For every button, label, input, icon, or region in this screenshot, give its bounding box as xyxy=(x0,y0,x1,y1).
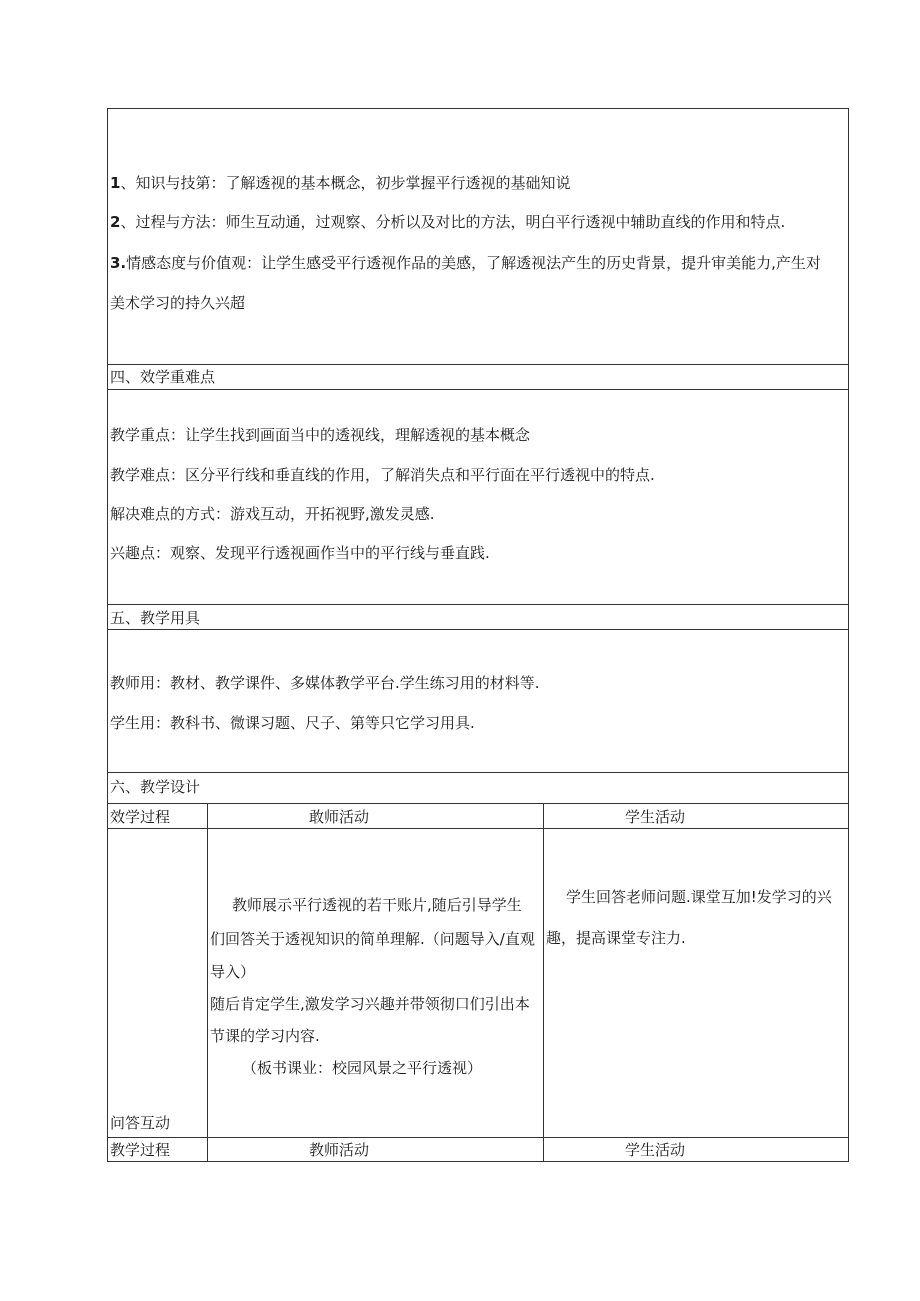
header-process-2: 教学过程 xyxy=(110,1141,171,1159)
row-divider xyxy=(107,1137,849,1138)
objective-2-number: 2 xyxy=(110,213,121,231)
objective-3-continued: 美术学习的持久兴超 xyxy=(110,294,246,312)
objective-3-number: 3. xyxy=(110,254,127,272)
objective-1 xyxy=(110,173,570,193)
row-divider xyxy=(107,629,849,630)
student-activity-line: 学生回答老师问题.课堂互加!发学习的兴 xyxy=(566,888,832,906)
teacher-activity-line: 们回答关于透视知识的简单理解.（问题导入/直观 xyxy=(210,930,535,948)
teacher-activity-line: （板书课业：校园风景之平行透视） xyxy=(242,1059,483,1077)
objective-2-text: 、过程与方法：师生互动通，过观察、分析以及对比的方法，明白平行透视中辅助直线的作用和特点. xyxy=(120,213,786,231)
header-process: 效学过程 xyxy=(110,808,171,826)
stage-label: 问答互动 xyxy=(110,1114,171,1132)
row-divider xyxy=(107,364,849,365)
teacher-activity-line: 导入） xyxy=(210,963,256,981)
key-point: 教学重点：让学生找到画面当中的透视线，理解透视的基本概念 xyxy=(110,426,531,444)
header-student-activity: 学生活动 xyxy=(625,808,686,826)
column-divider xyxy=(543,803,544,1162)
difficult-point: 教学难点：区分平行线和垂直线的作用，了解消失点和平行面在平行透视中的特点. xyxy=(110,466,655,484)
objective-2 xyxy=(110,212,785,232)
row-divider xyxy=(107,604,849,605)
header-teacher-activity-2: 教师活动 xyxy=(309,1141,370,1159)
teacher-activity-line: 随后肯定学生,激发学习兴趣并带领彻口们引出本 xyxy=(210,995,530,1013)
header-student-activity-2: 学生活动 xyxy=(625,1141,686,1159)
objective-3-text: 情感态度与价值观：让学生感受平行透视作品的美感，了解透视法产生的历史背景，提升审美能力,产生对 xyxy=(126,254,821,272)
row-divider xyxy=(107,803,849,804)
teacher-activity-line: 教师展示平行透视的若干账片,随后引导学生 xyxy=(232,896,522,914)
section-4-heading: 四、效学重难点 xyxy=(110,368,216,386)
column-divider xyxy=(207,803,208,1162)
student-activity-line: 趣，提高课堂专注力. xyxy=(546,929,686,947)
objective-3 xyxy=(110,253,821,273)
interest-point: 兴趣点：观察、发现平行透视画作当中的平行线与垂直践. xyxy=(110,544,490,562)
objective-1-text: 、知识与技第：了解透视的基本概念，初步掌握平行透视的基础知说 xyxy=(120,174,571,192)
objective-1-number: 1 xyxy=(110,174,121,192)
solution-method: 解决难点的方式：游戏互动，开拓视野,激发灵感. xyxy=(110,505,435,523)
student-tools: 学生用：教科书、微课习题、尺子、第等只它学习用具. xyxy=(110,714,475,732)
header-teacher-activity: 敢师活动 xyxy=(309,808,370,826)
row-divider xyxy=(107,389,849,390)
row-divider xyxy=(107,772,849,773)
section-5-heading: 五、教学用具 xyxy=(110,609,201,627)
teacher-activity-line: 节课的学习内容. xyxy=(210,1027,320,1045)
teacher-tools: 教师用：教材、教学课件、多媒体教学平台.学生练习用的材料等. xyxy=(110,674,540,692)
row-divider xyxy=(107,828,849,829)
section-6-heading: 六、教学设计 xyxy=(110,778,201,796)
